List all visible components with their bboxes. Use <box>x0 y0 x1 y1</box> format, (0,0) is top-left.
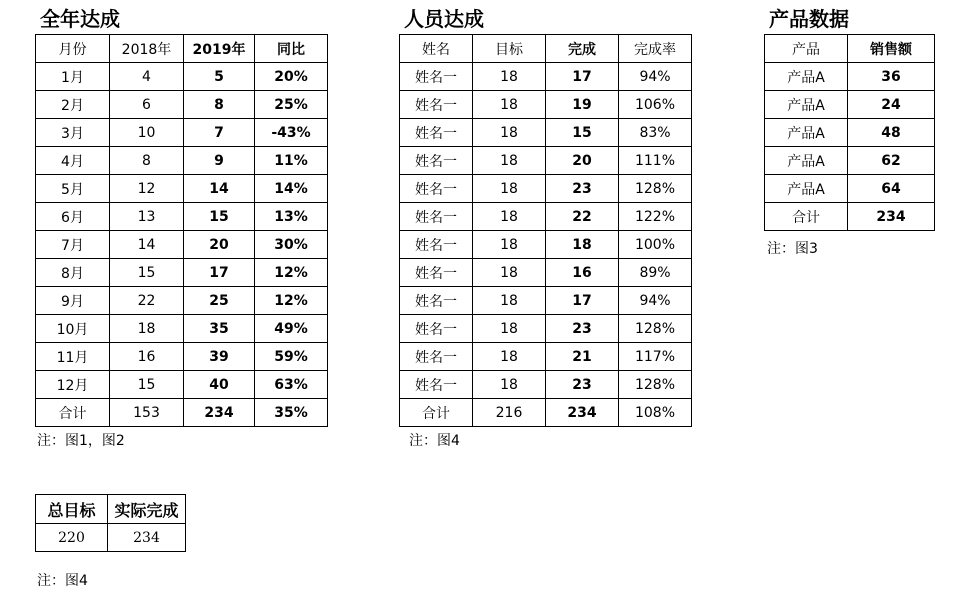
staff-rate-cell: 83% <box>619 119 692 147</box>
table-row <box>36 371 328 399</box>
annual-2019-cell: 7 <box>184 119 255 147</box>
product-header-cell: 产品 <box>765 35 848 63</box>
product-name-cell: 产品A <box>765 91 848 119</box>
staff-done-cell: 17 <box>546 63 619 91</box>
staff-target-cell: 18 <box>473 63 546 91</box>
product-sales-cell: 48 <box>848 119 935 147</box>
product-name-cell: 产品A <box>765 175 848 203</box>
staff-name-cell: 姓名一 <box>400 63 473 91</box>
annual-yoy-cell: 11% <box>255 147 328 175</box>
staff-name-cell: 姓名一 <box>400 231 473 259</box>
table-row <box>400 91 692 119</box>
annual-table <box>35 34 328 427</box>
staff-done-cell: 17 <box>546 287 619 315</box>
staff-done-cell: 22 <box>546 203 619 231</box>
table-row <box>400 147 692 175</box>
staff-target-cell: 18 <box>473 203 546 231</box>
target-header-cell: 实际完成 <box>108 495 186 524</box>
staff-name-cell: 姓名一 <box>400 287 473 315</box>
annual-2019-cell: 17 <box>184 259 255 287</box>
annual-2018-cell: 22 <box>110 287 184 315</box>
product-sales-cell: 64 <box>848 175 935 203</box>
table-row <box>400 343 692 371</box>
product-sales-cell: 36 <box>848 63 935 91</box>
staff-rate-cell: 128% <box>619 371 692 399</box>
annual-header-row <box>36 35 328 63</box>
table-row <box>36 175 328 203</box>
product-sales-cell: 62 <box>848 147 935 175</box>
table-row <box>36 287 328 315</box>
table-row <box>400 231 692 259</box>
product-header-row <box>765 35 935 63</box>
staff-target-cell: 18 <box>473 315 546 343</box>
annual-2018-cell: 4 <box>110 63 184 91</box>
staff-rate-cell: 128% <box>619 315 692 343</box>
staff-name-cell: 姓名一 <box>400 371 473 399</box>
table-row <box>765 63 935 91</box>
staff-target-cell: 18 <box>473 259 546 287</box>
staff-target-cell: 18 <box>473 147 546 175</box>
staff-done-cell: 23 <box>546 175 619 203</box>
staff-note: 注：图4 <box>409 433 460 449</box>
annual-header-cell: 月份 <box>36 35 110 63</box>
target-note: 注：图4 <box>37 573 88 589</box>
annual-yoy-cell: -43% <box>255 119 328 147</box>
table-row <box>36 63 328 91</box>
staff-done-cell: 15 <box>546 119 619 147</box>
staff-done-cell: 20 <box>546 147 619 175</box>
product-name-cell: 产品A <box>765 147 848 175</box>
staff-title: 人员达成 <box>404 7 484 31</box>
annual-2018-cell: 6 <box>110 91 184 119</box>
annual-month-cell: 11月 <box>36 343 110 371</box>
staff-total-label: 合计 <box>400 399 473 427</box>
annual-month-cell: 10月 <box>36 315 110 343</box>
staff-rate-cell: 94% <box>619 287 692 315</box>
table-row <box>400 371 692 399</box>
annual-2019-cell: 14 <box>184 175 255 203</box>
table-row <box>36 259 328 287</box>
annual-header-cell: 同比 <box>255 35 328 63</box>
staff-header-cell: 完成率 <box>619 35 692 63</box>
annual-yoy-cell: 59% <box>255 343 328 371</box>
table-row <box>765 91 935 119</box>
staff-name-cell: 姓名一 <box>400 119 473 147</box>
staff-name-cell: 姓名一 <box>400 259 473 287</box>
table-row <box>765 175 935 203</box>
annual-2018-cell: 13 <box>110 203 184 231</box>
staff-target-cell: 216 <box>473 399 546 427</box>
target-header-row <box>36 495 186 524</box>
product-sales-cell: 24 <box>848 91 935 119</box>
annual-month-cell: 9月 <box>36 287 110 315</box>
annual-yoy-cell: 35% <box>255 399 328 427</box>
product-name-cell: 产品A <box>765 63 848 91</box>
staff-name-cell: 姓名一 <box>400 147 473 175</box>
staff-header-row <box>400 35 692 63</box>
target-total-value: 220 <box>36 524 108 552</box>
staff-rate-cell: 128% <box>619 175 692 203</box>
table-row <box>400 119 692 147</box>
table-row <box>400 175 692 203</box>
staff-rate-cell: 117% <box>619 343 692 371</box>
annual-2018-cell: 15 <box>110 259 184 287</box>
staff-header-cell: 目标 <box>473 35 546 63</box>
staff-rate-cell: 111% <box>619 147 692 175</box>
staff-rate-cell: 94% <box>619 63 692 91</box>
annual-yoy-cell: 25% <box>255 91 328 119</box>
product-title: 产品数据 <box>769 7 849 31</box>
table-row <box>400 259 692 287</box>
staff-target-cell: 18 <box>473 119 546 147</box>
table-row <box>36 203 328 231</box>
annual-yoy-cell: 13% <box>255 203 328 231</box>
table-row <box>36 343 328 371</box>
staff-name-cell: 姓名一 <box>400 91 473 119</box>
annual-month-cell: 6月 <box>36 203 110 231</box>
staff-done-cell: 19 <box>546 91 619 119</box>
table-row <box>400 203 692 231</box>
staff-rate-cell: 122% <box>619 203 692 231</box>
annual-2018-cell: 18 <box>110 315 184 343</box>
annual-month-cell: 4月 <box>36 147 110 175</box>
target-actual-value: 234 <box>108 524 186 552</box>
table-row <box>36 524 186 552</box>
annual-2019-cell: 20 <box>184 231 255 259</box>
target-header-cell: 总目标 <box>36 495 108 524</box>
annual-2019-cell: 234 <box>184 399 255 427</box>
table-row <box>36 91 328 119</box>
staff-target-cell: 18 <box>473 343 546 371</box>
table-row <box>400 287 692 315</box>
table-row <box>36 147 328 175</box>
annual-2018-cell: 10 <box>110 119 184 147</box>
staff-done-cell: 23 <box>546 315 619 343</box>
staff-table <box>399 34 692 427</box>
annual-note: 注：图1，图2 <box>37 433 125 449</box>
annual-month-cell: 12月 <box>36 371 110 399</box>
annual-header-cell: 2018年 <box>110 35 184 63</box>
annual-month-cell: 2月 <box>36 91 110 119</box>
annual-yoy-cell: 63% <box>255 371 328 399</box>
annual-month-cell: 8月 <box>36 259 110 287</box>
table-row <box>36 315 328 343</box>
staff-done-cell: 21 <box>546 343 619 371</box>
annual-yoy-cell: 30% <box>255 231 328 259</box>
target-table <box>35 494 186 552</box>
staff-rate-cell: 89% <box>619 259 692 287</box>
annual-2019-cell: 25 <box>184 287 255 315</box>
product-header-cell: 销售额 <box>848 35 935 63</box>
annual-2019-cell: 39 <box>184 343 255 371</box>
annual-2019-cell: 5 <box>184 63 255 91</box>
staff-rate-cell: 106% <box>619 91 692 119</box>
staff-done-cell: 23 <box>546 371 619 399</box>
annual-2018-cell: 8 <box>110 147 184 175</box>
staff-done-cell: 16 <box>546 259 619 287</box>
annual-2018-cell: 15 <box>110 371 184 399</box>
staff-target-cell: 18 <box>473 231 546 259</box>
annual-month-cell: 1月 <box>36 63 110 91</box>
staff-target-cell: 18 <box>473 91 546 119</box>
staff-target-cell: 18 <box>473 175 546 203</box>
table-row <box>400 63 692 91</box>
staff-name-cell: 姓名一 <box>400 203 473 231</box>
annual-title: 全年达成 <box>40 7 120 31</box>
product-total-row <box>765 203 935 231</box>
annual-yoy-cell: 49% <box>255 315 328 343</box>
product-table-wrap <box>764 34 935 231</box>
product-sales-cell: 234 <box>848 203 935 231</box>
annual-yoy-cell: 12% <box>255 259 328 287</box>
staff-done-cell: 234 <box>546 399 619 427</box>
staff-header-cell: 姓名 <box>400 35 473 63</box>
annual-month-cell: 5月 <box>36 175 110 203</box>
annual-table-wrap <box>35 34 328 427</box>
annual-2018-cell: 16 <box>110 343 184 371</box>
annual-2019-cell: 40 <box>184 371 255 399</box>
staff-total-row <box>400 399 692 427</box>
annual-2018-cell: 12 <box>110 175 184 203</box>
staff-rate-cell: 108% <box>619 399 692 427</box>
staff-target-cell: 18 <box>473 287 546 315</box>
staff-name-cell: 姓名一 <box>400 175 473 203</box>
annual-header-cell: 2019年 <box>184 35 255 63</box>
target-table-wrap <box>35 494 186 552</box>
annual-yoy-cell: 20% <box>255 63 328 91</box>
product-name-cell: 产品A <box>765 119 848 147</box>
staff-name-cell: 姓名一 <box>400 343 473 371</box>
table-row <box>765 119 935 147</box>
product-total-label: 合计 <box>765 203 848 231</box>
staff-rate-cell: 100% <box>619 231 692 259</box>
staff-table-wrap <box>399 34 692 427</box>
table-row <box>765 147 935 175</box>
staff-name-cell: 姓名一 <box>400 315 473 343</box>
annual-2019-cell: 15 <box>184 203 255 231</box>
product-table <box>764 34 935 231</box>
annual-2018-cell: 153 <box>110 399 184 427</box>
table-row <box>400 315 692 343</box>
annual-month-cell: 3月 <box>36 119 110 147</box>
staff-target-cell: 18 <box>473 371 546 399</box>
staff-done-cell: 18 <box>546 231 619 259</box>
product-note: 注：图3 <box>767 241 818 257</box>
annual-2018-cell: 14 <box>110 231 184 259</box>
table-row <box>36 119 328 147</box>
table-row <box>36 231 328 259</box>
staff-header-cell: 完成 <box>546 35 619 63</box>
annual-total-row <box>36 399 328 427</box>
annual-yoy-cell: 14% <box>255 175 328 203</box>
annual-total-label: 合计 <box>36 399 110 427</box>
annual-2019-cell: 35 <box>184 315 255 343</box>
annual-2019-cell: 8 <box>184 91 255 119</box>
annual-yoy-cell: 12% <box>255 287 328 315</box>
annual-month-cell: 7月 <box>36 231 110 259</box>
annual-2019-cell: 9 <box>184 147 255 175</box>
